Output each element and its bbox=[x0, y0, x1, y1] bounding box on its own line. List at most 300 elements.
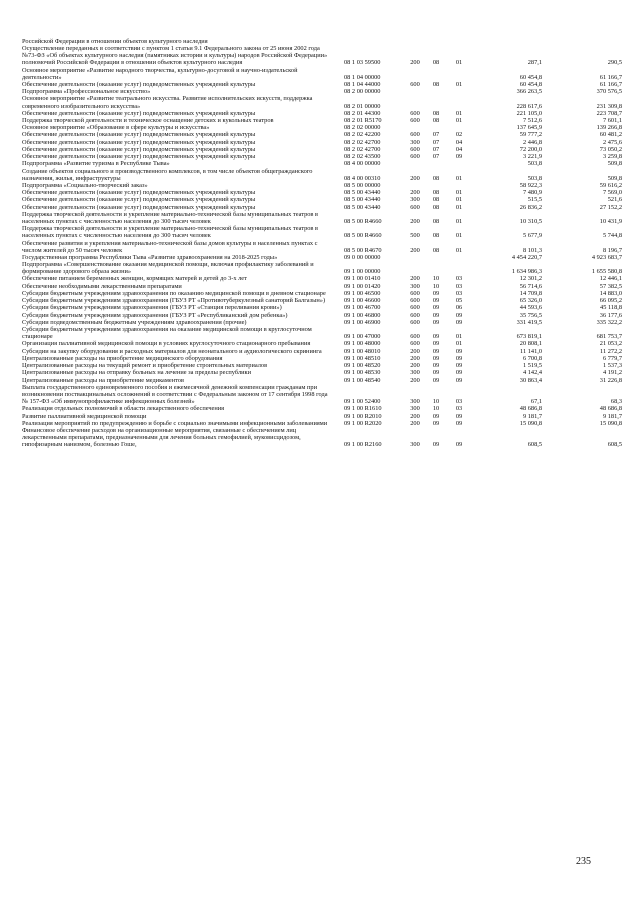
row-amount-year-2: 4 191,2 bbox=[602, 369, 622, 377]
row-code: 08 2 01 44300 bbox=[344, 109, 381, 117]
row-expense-type: 300 bbox=[410, 405, 420, 413]
row-name: Подпрограмма «Социально-творческий заказ» bbox=[22, 181, 148, 189]
row-subsection bbox=[446, 88, 472, 95]
row-expense-type bbox=[404, 261, 426, 275]
row-amount-year-2: 45 118,8 bbox=[600, 304, 622, 312]
row-subsection: 01 bbox=[455, 59, 463, 67]
row-section: 09 bbox=[432, 376, 440, 384]
row-code: 08 5 00 00000 bbox=[344, 181, 381, 189]
row-expense-type: 300 bbox=[410, 398, 420, 406]
row-amount-year-1: 12 301,2 bbox=[519, 275, 542, 283]
table-row bbox=[22, 275, 624, 282]
row-expense-type: 600 bbox=[410, 340, 420, 348]
row-name: Централизованные расходы на приобретение медицинского оборудования bbox=[22, 354, 223, 362]
row-section: 10 bbox=[432, 282, 440, 290]
row-expense-type: 200 bbox=[410, 362, 420, 370]
row-amount-year-2: 57 382,5 bbox=[599, 282, 622, 290]
row-subsection: 01 bbox=[455, 203, 463, 211]
row-section: 10 bbox=[432, 275, 440, 283]
row-subsection: 01 bbox=[455, 340, 463, 348]
row-section bbox=[426, 261, 446, 275]
row-expense-type: 600 bbox=[410, 131, 420, 139]
row-amount-year-2: 9 181,7 bbox=[602, 412, 622, 420]
table-row bbox=[22, 189, 624, 196]
row-name: Создание объектов социального и производственного комплексов, в том числе объектов общегражданского назначения, жилья, инфраструктуры bbox=[22, 167, 313, 182]
row-amount-year-2: 521,6 bbox=[607, 196, 622, 204]
row-code: 08 4 00 00000 bbox=[344, 160, 381, 168]
row-subsection: 02 bbox=[455, 131, 463, 139]
row-amount-year-2: 7 601,1 bbox=[602, 117, 622, 125]
row-amount-year-2: 48 686,8 bbox=[599, 405, 622, 413]
row-name: Субсидии подведомственным бюджетным учреждениям здравоохранения (прочие) bbox=[22, 318, 247, 326]
row-amount-year-1: 58 922,3 bbox=[519, 181, 542, 189]
table-row bbox=[22, 38, 624, 45]
row-amount-year-1: 35 756,5 bbox=[519, 311, 542, 319]
row-name: Обеспечение деятельности (оказание услуг) подведомственных учреждений культуры bbox=[22, 196, 256, 204]
row-subsection: 01 bbox=[455, 196, 463, 204]
row-code: 08 5 00 43440 bbox=[344, 203, 381, 211]
row-subsection bbox=[446, 160, 472, 167]
row-subsection: 01 bbox=[455, 232, 463, 240]
row-amount-year-2: 7 569,0 bbox=[602, 189, 622, 197]
row-code: 08 5 00 R4660 bbox=[344, 232, 382, 240]
row-name: Субсидии бюджетным учреждениям здравоохранения на оказание медицинской помощи в круглосуточном стационаре bbox=[22, 326, 312, 341]
row-code: 08 1 04 00000 bbox=[344, 73, 381, 81]
table-row bbox=[22, 160, 624, 167]
row-subsection: 06 bbox=[455, 304, 463, 312]
table-row bbox=[22, 304, 624, 311]
row-code: 09 1 00 R2010 bbox=[344, 412, 382, 420]
table-row bbox=[22, 297, 624, 304]
row-expense-type: 600 bbox=[410, 297, 420, 305]
row-amount-year-2: 10 431,9 bbox=[599, 218, 622, 226]
row-amount-year-1: 287,1 bbox=[527, 59, 542, 67]
budget-table-body bbox=[22, 38, 624, 448]
row-name: Российской Федерации в отношении объектов культурного наследия bbox=[22, 38, 208, 45]
row-subsection: 09 bbox=[455, 153, 463, 161]
row-amount-year-2: 335 322,2 bbox=[596, 318, 622, 326]
row-amount-year-1: 48 686,8 bbox=[519, 405, 542, 413]
row-expense-type: 200 bbox=[410, 189, 420, 197]
row-code: 08 5 00 43440 bbox=[344, 189, 381, 197]
row-subsection: 03 bbox=[455, 275, 463, 283]
row-section: 09 bbox=[432, 333, 440, 341]
row-name: Обеспечение деятельности (оказание услуг) подведомственных учреждений культуры bbox=[22, 153, 256, 161]
row-name: Обеспечение деятельности (оказание услуг) подведомственных учреждений культуры bbox=[22, 131, 256, 139]
row-subsection: 09 bbox=[455, 318, 463, 326]
table-row bbox=[22, 420, 624, 427]
row-expense-type bbox=[404, 254, 426, 261]
row-name: Подпрограмма «Развитие туризма в Республике Тыва» bbox=[22, 160, 170, 168]
row-subsection bbox=[446, 67, 472, 81]
row-section: 08 bbox=[432, 218, 440, 226]
table-row bbox=[22, 196, 624, 203]
row-code: 09 1 00 R2160 bbox=[344, 441, 382, 449]
row-amount-year-2: 370 576,5 bbox=[596, 88, 622, 96]
table-row bbox=[22, 369, 624, 376]
row-name: Реализация мероприятий по предупреждению и борьбе с социально значимыми инфекционными заболеваниями bbox=[22, 419, 328, 427]
row-code: 09 1 00 46500 bbox=[344, 289, 381, 297]
row-name: Основное мероприятие «Образование в сфере культуры и искусства» bbox=[22, 124, 210, 132]
row-name: Выплата государственного единовременного пособия и ежемесячной денежной компенсации гражданам при возникновении поствакцинальных осложнений в соответствии с Федеральным законом от 17 сентября 1998 года № 157-ФЗ «Об иммунопрофилактике инфекционных болезней» bbox=[22, 383, 328, 406]
row-subsection bbox=[446, 261, 472, 275]
row-amount-year-1: 56 714,6 bbox=[519, 282, 542, 290]
row-section: 09 bbox=[432, 297, 440, 305]
row-amount-year-1: 503,8 bbox=[527, 174, 542, 182]
row-subsection: 05 bbox=[455, 297, 463, 305]
row-amount-year-2: 231 309,8 bbox=[596, 102, 622, 110]
row-amount-year-1: 4 454 220,7 bbox=[511, 253, 542, 261]
row-expense-type: 600 bbox=[410, 153, 420, 161]
row-section: 08 bbox=[432, 246, 440, 254]
row-section: 09 bbox=[432, 419, 440, 427]
row-subsection bbox=[446, 254, 472, 261]
row-expense-type bbox=[404, 38, 426, 45]
table-row bbox=[22, 377, 624, 384]
row-amount-year-2: 2 475,6 bbox=[602, 138, 622, 146]
row-amount-year-2: 27 152,2 bbox=[599, 203, 622, 211]
row-section: 07 bbox=[432, 138, 440, 146]
row-section: 08 bbox=[432, 174, 440, 182]
row-subsection: 09 bbox=[455, 376, 463, 384]
row-amount-year-1: 9 181,7 bbox=[522, 412, 542, 420]
row-expense-type: 200 bbox=[410, 246, 420, 254]
row-subsection: 03 bbox=[455, 398, 463, 406]
row-name: Обеспечение питанием беременных женщин, кормящих матерей и детей до 3-х лет bbox=[22, 275, 247, 283]
row-amount-year-2: 14 883,0 bbox=[599, 289, 622, 297]
row-expense-type bbox=[404, 160, 426, 167]
row-amount-year-1: 5 677,9 bbox=[522, 232, 542, 240]
row-code: 08 1 03 59500 bbox=[344, 59, 381, 67]
row-expense-type: 200 bbox=[410, 174, 420, 182]
row-name: Централизованные расходы на приобретение медикаментов bbox=[22, 376, 184, 384]
row-name: Развитие паллиативной медицинской помощи bbox=[22, 412, 147, 420]
row-name: Государственная программа Республики Тыва «Развитие здравоохранения на 2018-2025 годы» bbox=[22, 253, 278, 261]
row-amount-year-2: 21 053,2 bbox=[599, 340, 622, 348]
row-code: 08 2 02 43500 bbox=[344, 153, 381, 161]
row-section bbox=[426, 160, 446, 167]
row-subsection: 09 bbox=[455, 347, 463, 355]
row-amount-year-2: 3 259,8 bbox=[602, 153, 622, 161]
row-amount-year-2: 61 166,7 bbox=[599, 80, 622, 88]
row-section bbox=[426, 95, 446, 109]
table-row bbox=[22, 254, 624, 261]
row-code: 09 1 00 46900 bbox=[344, 318, 381, 326]
row-section: 08 bbox=[432, 196, 440, 204]
row-amount-year-1: 11 141,0 bbox=[520, 347, 542, 355]
row-expense-type: 600 bbox=[410, 80, 420, 88]
row-expense-type: 200 bbox=[410, 376, 420, 384]
row-subsection: 09 bbox=[455, 354, 463, 362]
row-amount-year-1: 2 446,8 bbox=[522, 138, 542, 146]
row-amount-year-2: 15 090,8 bbox=[599, 419, 622, 427]
row-name: Организация паллиативной медицинской помощи в условиях круглосуточного стационарного пребывания bbox=[22, 340, 311, 348]
table-row bbox=[22, 225, 624, 239]
row-subsection: 01 bbox=[455, 333, 463, 341]
row-name: Обеспечение деятельности (оказание услуг) подведомственных учреждений культуры bbox=[22, 189, 256, 197]
row-expense-type bbox=[404, 95, 426, 109]
row-section bbox=[426, 182, 446, 189]
table-row bbox=[22, 81, 624, 88]
table-row bbox=[22, 405, 624, 412]
row-amount-year-2: 73 050,2 bbox=[599, 145, 622, 153]
row-section: 07 bbox=[432, 131, 440, 139]
row-name: Поддержка творческой деятельности и укрепление материально-технической базы муниципальных театров в населенных пунктах с численностью населения до 300 тысяч человек bbox=[22, 210, 319, 226]
row-subsection bbox=[446, 124, 472, 131]
row-section: 09 bbox=[432, 311, 440, 319]
row-amount-year-2: 4 923 683,7 bbox=[591, 253, 622, 261]
row-expense-type: 300 bbox=[410, 138, 420, 146]
row-section: 07 bbox=[432, 153, 440, 161]
row-amount-year-1: 7 512,6 bbox=[522, 117, 542, 125]
row-code: 09 1 00 00000 bbox=[344, 268, 381, 276]
row-section: 09 bbox=[432, 441, 440, 449]
row-amount-year-1: 7 480,9 bbox=[522, 189, 542, 197]
table-row bbox=[22, 413, 624, 420]
row-code: 09 1 00 46700 bbox=[344, 304, 381, 312]
row-code: 09 1 00 48010 bbox=[344, 347, 381, 355]
row-expense-type bbox=[404, 124, 426, 131]
row-code bbox=[340, 38, 404, 45]
table-row bbox=[22, 326, 624, 340]
table-row bbox=[22, 348, 624, 355]
row-amount-year-2: 11 272,2 bbox=[600, 347, 622, 355]
row-amount-year-1: 65 326,0 bbox=[519, 297, 542, 305]
row-name: Субсидии бюджетным учреждениям здравоохранения (ГБУЗ РТ «Противотуберкулезный санаторий Балгазын») bbox=[22, 297, 326, 305]
row-amount-year-2: 5 744,8 bbox=[602, 232, 622, 240]
row-subsection: 09 bbox=[455, 412, 463, 420]
row-amount-year-1: 72 200,0 bbox=[519, 145, 542, 153]
row-amount-year-1: 6 700,8 bbox=[522, 354, 542, 362]
row-subsection: 03 bbox=[455, 282, 463, 290]
row-code: 09 1 00 48530 bbox=[344, 369, 381, 377]
row-amount-year-1: 515,5 bbox=[527, 196, 542, 204]
row-code: 08 5 00 R4660 bbox=[344, 218, 382, 226]
row-name: Осуществление переданных в соответствии с пунктом 1 статьи 9.1 Федерального закона от 25 июня 2002 года №73-ФЗ «Об объектах культурного наследия (памятниках истории и культуры) народов Российской Федерации» полномочий Российской Федерации в отношении объектов культурного наследия bbox=[22, 45, 328, 67]
row-amount-year-2: 608,5 bbox=[607, 441, 622, 449]
table-row bbox=[22, 168, 624, 182]
row-section: 09 bbox=[432, 369, 440, 377]
row-section: 10 bbox=[432, 398, 440, 406]
row-name: Финансовое обеспечение расходов на организационные мероприятия, связанные с обеспечением лиц лекарственными препаратами, предназначенными для лечения больных гемофилией, муковисцидозом, гипофизарным нанизмом, болезнью Гоше, bbox=[22, 426, 301, 449]
row-section: 09 bbox=[432, 304, 440, 312]
row-amount-year-1: 14 709,8 bbox=[519, 289, 542, 297]
row-code: 08 5 00 43440 bbox=[344, 196, 381, 204]
table-row bbox=[22, 139, 624, 146]
row-expense-type bbox=[404, 67, 426, 81]
row-name: Реализация отдельных полномочий в области лекарственного обеспечения bbox=[22, 405, 225, 413]
table-row bbox=[22, 319, 624, 326]
row-subsection: 01 bbox=[455, 218, 463, 226]
row-amount-year-1: 10 310,5 bbox=[519, 218, 542, 226]
row-subsection: 01 bbox=[455, 189, 463, 197]
row-code: 09 1 00 46800 bbox=[344, 311, 381, 319]
row-code: 08 2 02 42700 bbox=[344, 145, 381, 153]
row-section: 09 bbox=[432, 362, 440, 370]
row-section bbox=[426, 67, 446, 81]
row-code: 09 1 00 48510 bbox=[344, 354, 381, 362]
table-row bbox=[22, 110, 624, 117]
row-amount-year-1: 4 142,4 bbox=[522, 369, 542, 377]
row-code: 09 1 00 46600 bbox=[344, 297, 381, 305]
row-section: 09 bbox=[432, 340, 440, 348]
row-section: 08 bbox=[432, 203, 440, 211]
row-expense-type: 200 bbox=[410, 347, 420, 355]
row-section: 09 bbox=[432, 347, 440, 355]
row-amount-year-2: 509,8 bbox=[607, 160, 622, 168]
table-row bbox=[22, 131, 624, 138]
row-name: Субсидии бюджетным учреждениям здравоохранения (ГБУЗ РТ «Республиканский дом ребенка») bbox=[22, 311, 288, 319]
row-amount-year-1: 608,5 bbox=[527, 441, 542, 449]
row-code: 08 2 01 R5170 bbox=[344, 117, 382, 125]
row-section bbox=[426, 38, 446, 45]
row-name: Основное мероприятие «Развитие театрального искусства. Развитие исполнительских искусств, поддержка современного изобразительного искусства» bbox=[22, 95, 313, 110]
row-expense-type: 600 bbox=[410, 318, 420, 326]
row-section: 08 bbox=[432, 109, 440, 117]
row-subsection: 04 bbox=[455, 138, 463, 146]
row-section bbox=[426, 124, 446, 131]
row-code: 08 5 00 R4670 bbox=[344, 246, 382, 254]
row-name: Основное мероприятие «Развитие народного творчества, культурно-досуговой и научно-издательской деятельности» bbox=[22, 66, 298, 81]
row-amount-year-1: 3 221,9 bbox=[522, 153, 542, 161]
row-section: 09 bbox=[432, 412, 440, 420]
row-name: Обеспечение необходимыми лекарственными препаратами bbox=[22, 282, 182, 290]
row-amount-year-2: 68,3 bbox=[610, 398, 622, 406]
row-subsection: 03 bbox=[455, 405, 463, 413]
row-expense-type bbox=[404, 182, 426, 189]
row-amount-year-1: 26 836,2 bbox=[519, 203, 542, 211]
table-row bbox=[22, 211, 624, 225]
row-subsection bbox=[446, 38, 472, 45]
row-expense-type: 600 bbox=[410, 333, 420, 341]
row-section: 09 bbox=[432, 354, 440, 362]
row-name: Поддержка творческой деятельности и укрепление материально-технической базы муниципальных театров в населенных пунктах с численностью населения до 300 тысяч человек bbox=[22, 225, 319, 240]
row-subsection: 01 bbox=[455, 246, 463, 254]
row-amount-year-2: 290,5 bbox=[607, 59, 622, 67]
row-expense-type: 200 bbox=[410, 218, 420, 226]
row-section: 08 bbox=[432, 117, 440, 125]
row-section bbox=[426, 88, 446, 95]
row-amount-year-1: 137 645,9 bbox=[516, 124, 542, 132]
row-expense-type: 200 bbox=[410, 412, 420, 420]
row-subsection: 09 bbox=[455, 369, 463, 377]
table-row bbox=[22, 153, 624, 160]
row-amount-year-2: 12 446,1 bbox=[599, 275, 622, 283]
row-code: 09 1 00 52400 bbox=[344, 398, 381, 406]
row-section: 09 bbox=[432, 318, 440, 326]
row-subsection: 09 bbox=[455, 441, 463, 449]
row-amount-year-1: 30 863,4 bbox=[519, 376, 542, 384]
row-amount-year-2: 66 095,2 bbox=[599, 297, 622, 305]
row-amount-year-1: 673 819,1 bbox=[516, 333, 542, 341]
row-subsection bbox=[446, 95, 472, 109]
row-subsection: 03 bbox=[455, 289, 463, 297]
row-expense-type: 600 bbox=[410, 289, 420, 297]
row-name: Поддержка творческой деятельности и техническое оснащение детских и кукольных театров bbox=[22, 117, 274, 125]
row-name: Субсидии на закупку оборудования и расходных материалов для неонатального и аудиологического скрининга bbox=[22, 347, 322, 355]
row-subsection: 09 bbox=[455, 419, 463, 427]
row-expense-type: 600 bbox=[410, 117, 420, 125]
row-name: Субсидии бюджетным учреждениям здравоохранения (ГБУЗ РТ «Станция переливания крови») bbox=[22, 304, 282, 312]
row-amount-year-2: 36 177,6 bbox=[599, 311, 622, 319]
table-row bbox=[22, 240, 624, 254]
row-name: Централизованные расходы на отправку больных на лечение за пределы республики bbox=[22, 369, 251, 377]
row-amount-year-1: 60 454,8 bbox=[519, 73, 542, 81]
row-amount-year-1: 331 419,5 bbox=[516, 318, 542, 326]
row-amount-year-2: 60 481,2 bbox=[599, 131, 622, 139]
row-section: 08 bbox=[432, 232, 440, 240]
row-amount-year-2: 223 708,7 bbox=[596, 109, 622, 117]
row-section: 08 bbox=[432, 80, 440, 88]
row-code: 08 2 02 00000 bbox=[344, 124, 381, 132]
row-subsection: 01 bbox=[455, 117, 463, 125]
row-name: Подпрограмма «Совершенствование оказания медицинской помощи, включая профилактику заболеваний и формирование здорового образа жизни» bbox=[22, 261, 314, 276]
row-amount-year-1: 503,8 bbox=[527, 160, 542, 168]
row-subsection: 09 bbox=[455, 311, 463, 319]
row-amount-year-1: 44 593,6 bbox=[519, 304, 542, 312]
row-code: 08 4 00 00310 bbox=[344, 174, 381, 182]
row-code: 09 0 00 00000 bbox=[344, 253, 381, 261]
row-code: 09 1 00 R1610 bbox=[344, 405, 382, 413]
row-expense-type: 600 bbox=[410, 109, 420, 117]
row-amount-year-1: 15 090,8 bbox=[519, 419, 542, 427]
row-amount-year-2: 139 266,8 bbox=[596, 124, 622, 132]
row-section bbox=[426, 254, 446, 261]
row-amount-year-2: 31 226,8 bbox=[599, 376, 622, 384]
row-subsection: 09 bbox=[455, 362, 463, 370]
row-code: 08 1 04 44000 bbox=[344, 80, 381, 88]
row-amount-year-1: 60 454,8 bbox=[519, 80, 542, 88]
table-row bbox=[22, 261, 624, 275]
row-section: 07 bbox=[432, 145, 440, 153]
row-code: 09 1 00 47000 bbox=[344, 333, 381, 341]
row-amount-year-1: 8 101,3 bbox=[522, 246, 542, 254]
row-code: 09 1 00 01410 bbox=[344, 275, 381, 283]
row-name: Обеспечение деятельности (оказание услуг) подведомственных учреждений культуры bbox=[22, 138, 256, 146]
table-row bbox=[22, 45, 624, 66]
row-amount-year-2: 509,8 bbox=[607, 174, 622, 182]
row-expense-type: 300 bbox=[410, 282, 420, 290]
table-row bbox=[22, 384, 624, 405]
row-expense-type: 200 bbox=[410, 59, 420, 67]
row-expense-type: 600 bbox=[410, 311, 420, 319]
row-amount-year-2: 1 655 580,8 bbox=[591, 268, 622, 276]
row-subsection: 01 bbox=[455, 109, 463, 117]
row-name: Субсидии бюджетным учреждениям здравоохранения по оказанию медицинской помощи в дневном стационаре bbox=[22, 289, 326, 297]
table-row bbox=[22, 146, 624, 153]
row-section: 08 bbox=[432, 59, 440, 67]
table-row bbox=[22, 340, 624, 347]
row-name: Обеспечение деятельности (оказание услуг) подведомственных учреждений культуры bbox=[22, 203, 256, 211]
row-expense-type: 600 bbox=[410, 145, 420, 153]
row-amount-year-1: 221 105,0 bbox=[516, 109, 542, 117]
table-row bbox=[22, 88, 624, 95]
row-section: 09 bbox=[432, 289, 440, 297]
row-code: 08 2 02 42700 bbox=[344, 138, 381, 146]
row-subsection bbox=[446, 182, 472, 189]
table-row bbox=[22, 290, 624, 297]
row-name: Централизованные расходы на текущий ремонт и приобретение строительных материалов bbox=[22, 362, 268, 370]
table-row bbox=[22, 117, 624, 124]
row-amount-year-1: 1 519,5 bbox=[522, 362, 542, 370]
table-row bbox=[22, 312, 624, 319]
row-name: Подпрограмма «Профессиональное искусство» bbox=[22, 88, 151, 96]
row-amount-year-1: 1 634 986,3 bbox=[511, 268, 542, 276]
row-section: 08 bbox=[432, 189, 440, 197]
row-amount-year-1: 59 777,2 bbox=[519, 131, 542, 139]
row-section: 10 bbox=[432, 405, 440, 413]
table-row bbox=[22, 95, 624, 109]
